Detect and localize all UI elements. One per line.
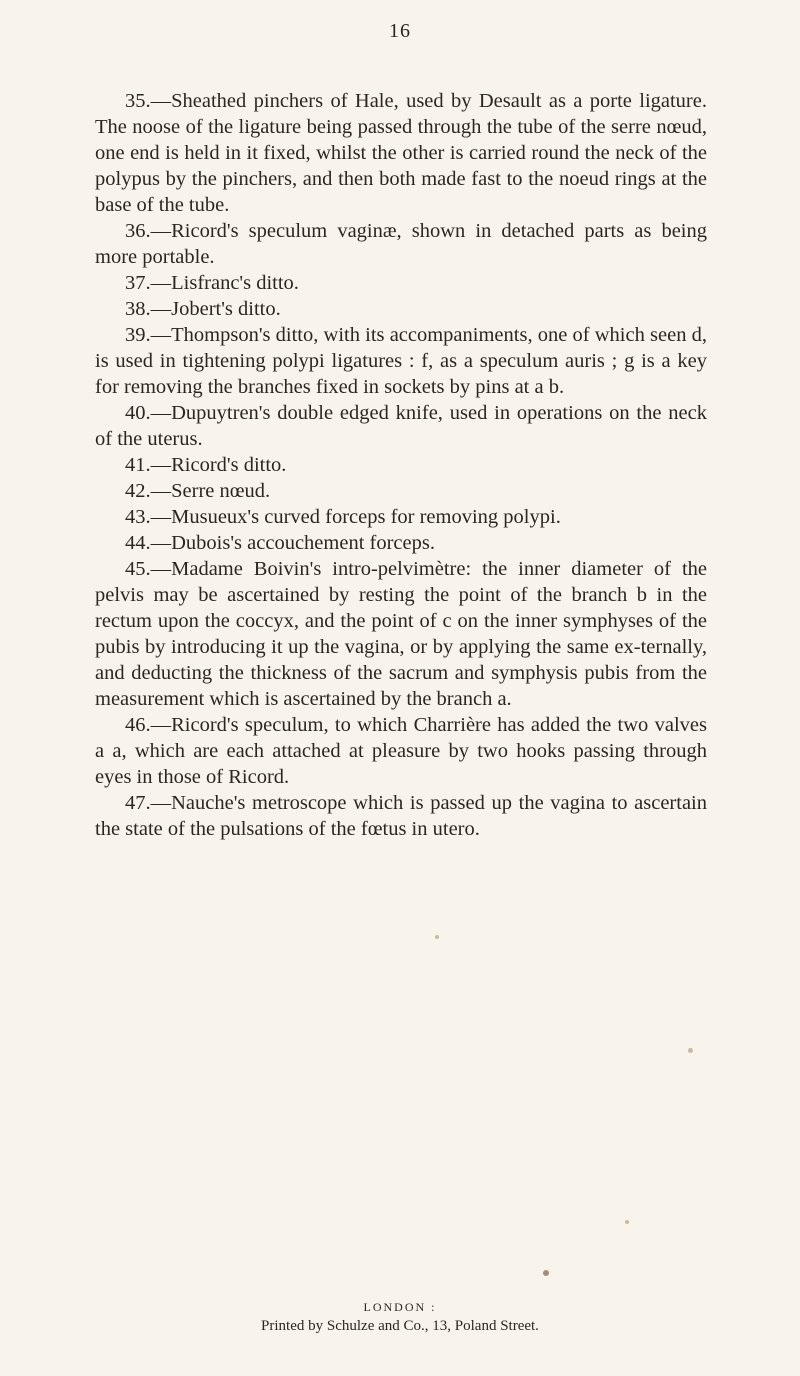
entry-36: 36.—Ricord's speculum vaginæ, shown in detached parts as being more portable. [95, 220, 707, 268]
entry-45: 45.—Madame Boivin's intro-pelvimètre: the inner diameter of the pelvis may be ascertained by resting the point of the branch b in the rectum upon the coccyx, and the point of c on the inner symphyses of the pubis by introducing it up the vagina, or by applying the same ex-ternally, and deducting the thickness of the sacrum and symphysis pubis from the measurement which is ascertained by the branch a. [95, 558, 707, 710]
entry-41: 41.—Ricord's ditto. [125, 454, 287, 476]
paper-speck [625, 1220, 629, 1224]
page-number: 16 [389, 20, 411, 42]
entry-39: 39.—Thompson's ditto, with its accompaniments, one of which seen d, is used in tightening polypi ligatures : f, as a speculum auris ; g is a key for removing the branches fixed in sockets by pins at a b. [95, 324, 707, 398]
entry-40: 40.—Dupuytren's double edged knife, used in operations on the neck of the uterus. [95, 402, 707, 450]
entry-44: 44.—Dubois's accouchement forceps. [125, 532, 435, 554]
footer-city: LONDON : [363, 1300, 437, 1314]
entry-47: 47.—Nauche's metroscope which is passed up the vagina to ascertain the state of the pulsations of the fœtus in utero. [95, 792, 707, 840]
entry-38: 38.—Jobert's ditto. [125, 298, 281, 320]
footer-printer: Printed by Schulze and Co., 13, Poland Street. [261, 1318, 539, 1334]
entry-46: 46.—Ricord's speculum, to which Charrière has added the two valves a a, which are each attached at pleasure by two hooks passing through eyes in those of Ricord. [95, 714, 707, 788]
entry-42: 42.—Serre nœud. [125, 480, 271, 502]
paper-speck [543, 1270, 549, 1276]
entry-43: 43.—Musueux's curved forceps for removing polypi. [125, 506, 561, 528]
entry-list [95, 88, 707, 842]
paper-speck [688, 1048, 693, 1053]
entry-35: 35.—Sheathed pinchers of Hale, used by Desault as a porte ligature. The noose of the ligature being passed through the tube of the serre nœud, one end is held in it fixed, whilst the other is carried round the neck of the polypus by the pinchers, and then both made fast to the noeud rings at the base of the tube. [95, 90, 707, 216]
entry-37: 37.—Lisfranc's ditto. [125, 272, 299, 294]
paper-speck [435, 935, 439, 939]
